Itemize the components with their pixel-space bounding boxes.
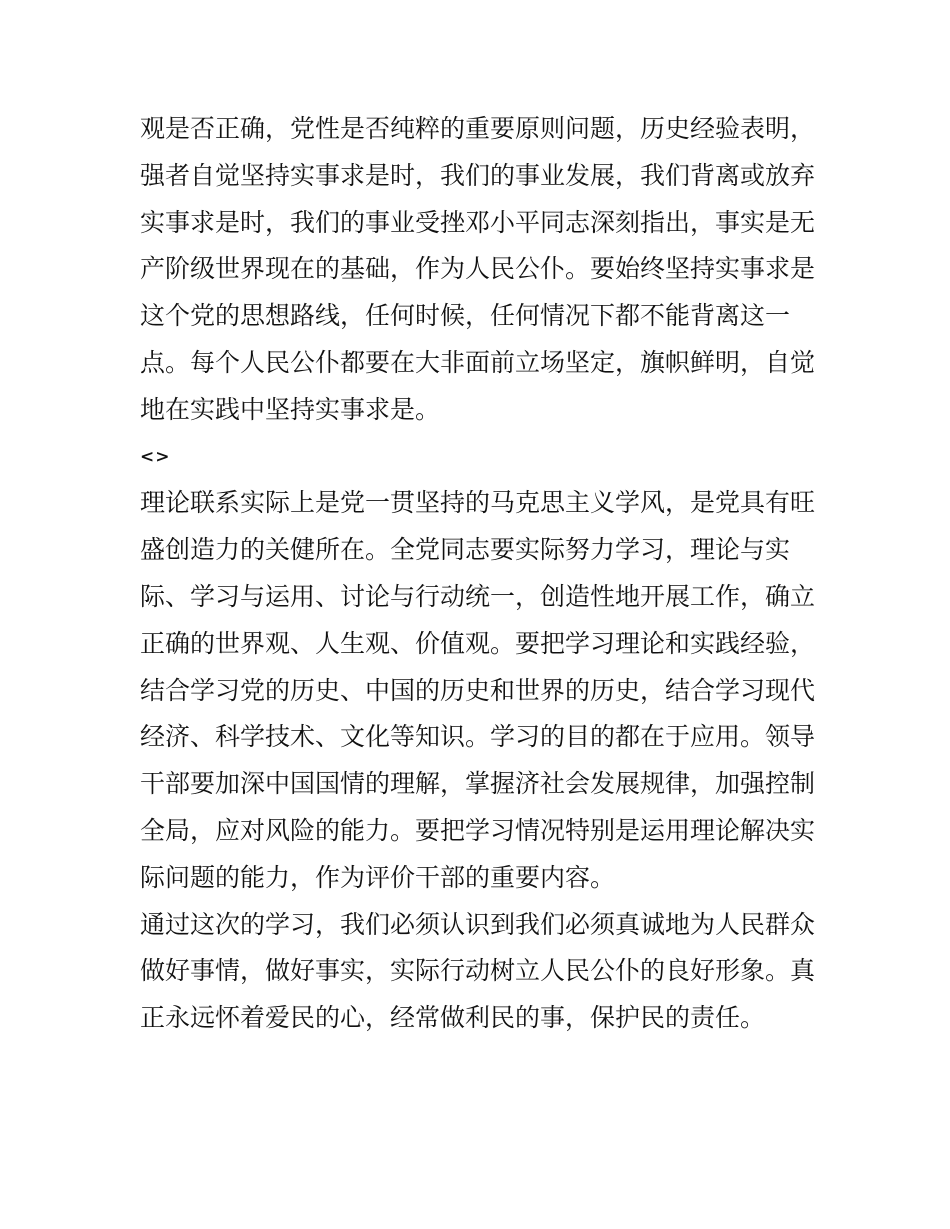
text-line: 地在实践中坚持实事求是。: [140, 394, 441, 424]
text-line: 理论联系实际上是党一贯坚持的马克思主义学风，是党具有旺: [140, 488, 816, 518]
text-line: 产阶级世界现在的基础，作为人民公仆。要始终坚持实事求是: [140, 254, 816, 284]
text-line: 实事求是时，我们的事业受挫邓小平同志深刻指出，事实是无: [140, 207, 816, 237]
text-line: 干部要加深中国国情的理解，掌握济社会发展规律，加强控制: [140, 769, 816, 799]
text-line: 际、学习与运用、讨论与行动统一，创造性地开展工作，确立: [140, 581, 816, 611]
text-line: 正确的世界观、人生观、价值观。要把学习理论和实践经验，: [140, 628, 816, 658]
section-marker: <>: [140, 446, 171, 467]
text-line: 正永远怀着爱民的心，经常做利民的事，保护民的责任。: [140, 1003, 766, 1033]
document-body: [140, 106, 820, 1042]
text-line: 盛创造力的关健所在。全党同志要实际努力学习，理论与实: [140, 535, 791, 565]
text-line: 强者自觉坚持实事求是时，我们的事业发展，我们背离或放弃: [140, 160, 816, 190]
text-line: 结合学习党的历史、中国的历史和世界的历史，结合学习现代: [140, 675, 816, 705]
text-line: 这个党的思想路线，任何时候，任何情况下都不能背离这一: [140, 301, 791, 331]
text-line: 做好事情，做好事实，实际行动树立人民公仆的良好形象。真: [140, 956, 816, 986]
text-line: 观是否正确，党性是否纯粹的重要原则问题，历史经验表明，: [140, 114, 816, 143]
text-line: 全局，应对风险的能力。要把学习情况特别是运用理论解决实: [140, 815, 816, 845]
text-line: 点。每个人民公仆都要在大非面前立场坚定，旗帜鲜明，自觉: [140, 347, 816, 377]
text-line: 通过这次的学习，我们必须认识到我们必须真诚地为人民群众: [140, 909, 816, 939]
text-line: 际问题的能力，作为评价干部的重要内容。: [140, 862, 616, 892]
text-line: 经济、科学技术、文化等知识。学习的目的都在于应用。领导: [140, 722, 816, 752]
